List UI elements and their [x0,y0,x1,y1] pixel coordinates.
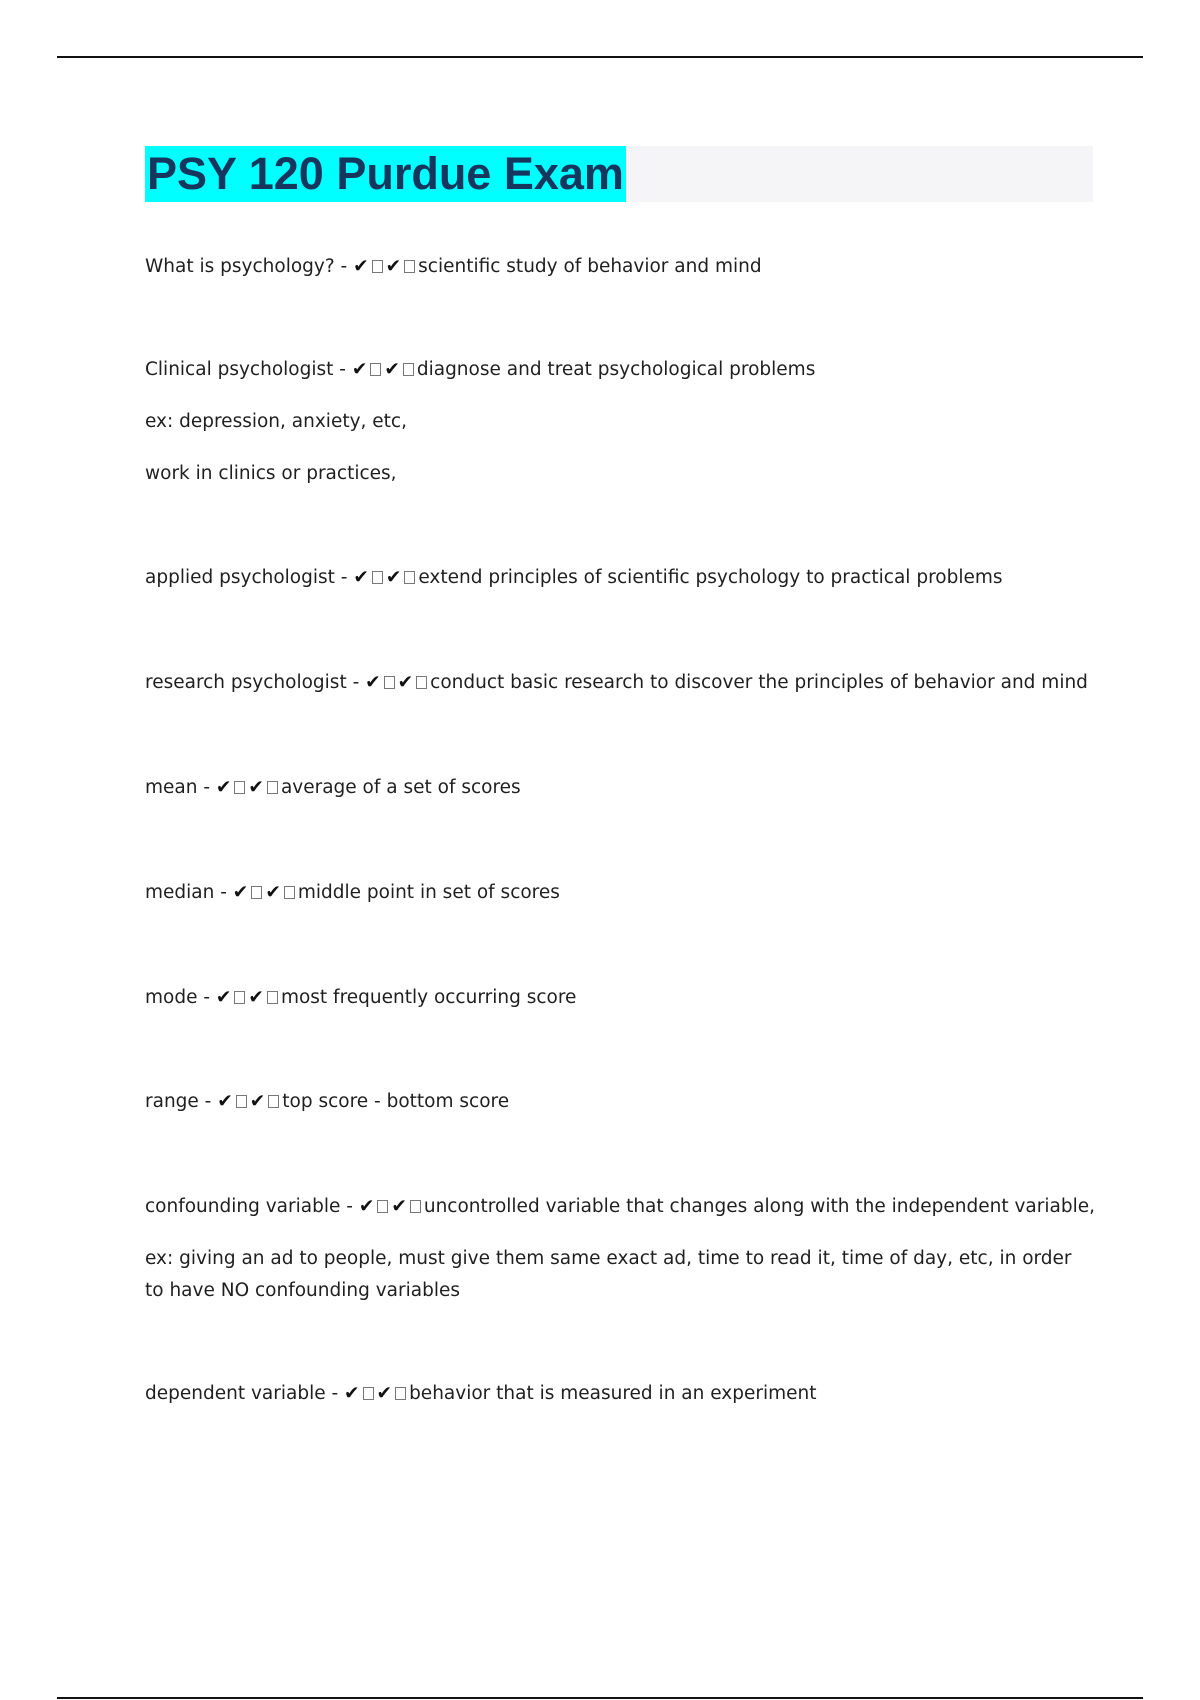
qa-line [145,985,576,1011]
box-icon [267,991,278,1004]
extra-line: work in clinics or practices, [145,463,397,484]
definition: most frequently occurring score [280,987,577,1008]
check-icon: ✔ [344,1383,360,1404]
box-icon [372,260,383,273]
qa-line [145,880,560,906]
box-icon [268,1095,279,1108]
check-icon: ✔ [391,1196,407,1217]
definition: middle point in set of scores [297,882,560,903]
term: range [145,1091,199,1112]
check-icon: ✔ [248,987,264,1008]
box-icon [403,363,414,376]
check-icon: ✔ [353,567,369,588]
box-icon [234,781,245,794]
definition: conduct basic research to discover the principles of behavior and mind [430,672,1088,693]
box-icon [267,781,278,794]
check-icon: ✔ [215,987,232,1008]
box-icon [404,260,415,273]
check-icon: ✔ [365,672,381,693]
qa-line [145,1381,817,1407]
separator: - [198,1091,218,1112]
check-icon: ✔ [385,256,402,277]
separator: - [197,777,216,798]
separator: - [325,1383,345,1404]
term: Clinical psychologist [145,359,334,380]
term: dependent variable [145,1383,326,1404]
check-icon: ✔ [217,1091,233,1112]
qa-line [145,565,1003,591]
check-icon: ✔ [385,567,402,588]
term: applied psychologist [145,567,335,588]
footer-rule [57,1697,1143,1699]
box-icon [236,1095,247,1108]
separator: - [214,882,233,903]
check-icon: ✔ [397,672,414,693]
definition: uncontrolled variable that changes along with the independent variable, [423,1196,1095,1217]
box-icon [395,1387,406,1400]
separator: - [334,567,354,588]
qa-line [145,1089,509,1115]
definition: scientific study of behavior and mind [418,256,762,277]
check-icon: ✔ [232,882,249,903]
definition: top score - bottom score [282,1091,510,1112]
box-icon [416,676,427,689]
box-icon [234,991,245,1004]
box-icon [410,1200,421,1213]
check-icon: ✔ [353,256,369,277]
term: mean [145,777,198,798]
qa-line [145,1194,1095,1220]
term: mode [145,987,198,1008]
term: median [145,882,215,903]
definition: diagnose and treat psychological problems [416,359,816,380]
definition: extend principles of scientific psychology to practical problems [418,567,1003,588]
box-icon [370,363,381,376]
box-icon [251,886,262,899]
qa-line [145,670,1088,696]
check-icon: ✔ [351,359,368,380]
extra-line: ex: depression, anxiety, etc, [145,411,407,432]
check-icon: ✔ [215,777,232,798]
header-rule [57,56,1143,58]
box-icon [384,676,395,689]
page-title: PSY 120 Purdue Exam [145,146,626,202]
separator: - [346,672,366,693]
separator: - [333,359,352,380]
term: What is psychology? [145,256,335,277]
check-icon: ✔ [358,1196,375,1217]
box-icon [377,1200,388,1213]
definition: average of a set of scores [280,777,521,798]
qa-line [145,254,762,280]
term: confounding variable [145,1196,341,1217]
box-icon [404,571,415,584]
qa-line [145,357,815,383]
separator: - [197,987,216,1008]
check-icon: ✔ [265,882,281,903]
check-icon: ✔ [248,777,264,798]
qa-line [145,775,521,801]
check-icon: ✔ [249,1091,266,1112]
box-icon [284,886,295,899]
check-icon: ✔ [384,359,400,380]
box-icon [363,1387,374,1400]
extra-line: ex: giving an ad to people, must give them same exact ad, time to read it, time of day, etc, in order to have NO confounding variables [145,1248,1072,1301]
separator: - [340,1196,359,1217]
term: research psychologist [145,672,347,693]
check-icon: ✔ [376,1383,393,1404]
definition: behavior that is measured in an experiment [409,1383,817,1404]
box-icon [372,571,383,584]
separator: - [334,256,354,277]
